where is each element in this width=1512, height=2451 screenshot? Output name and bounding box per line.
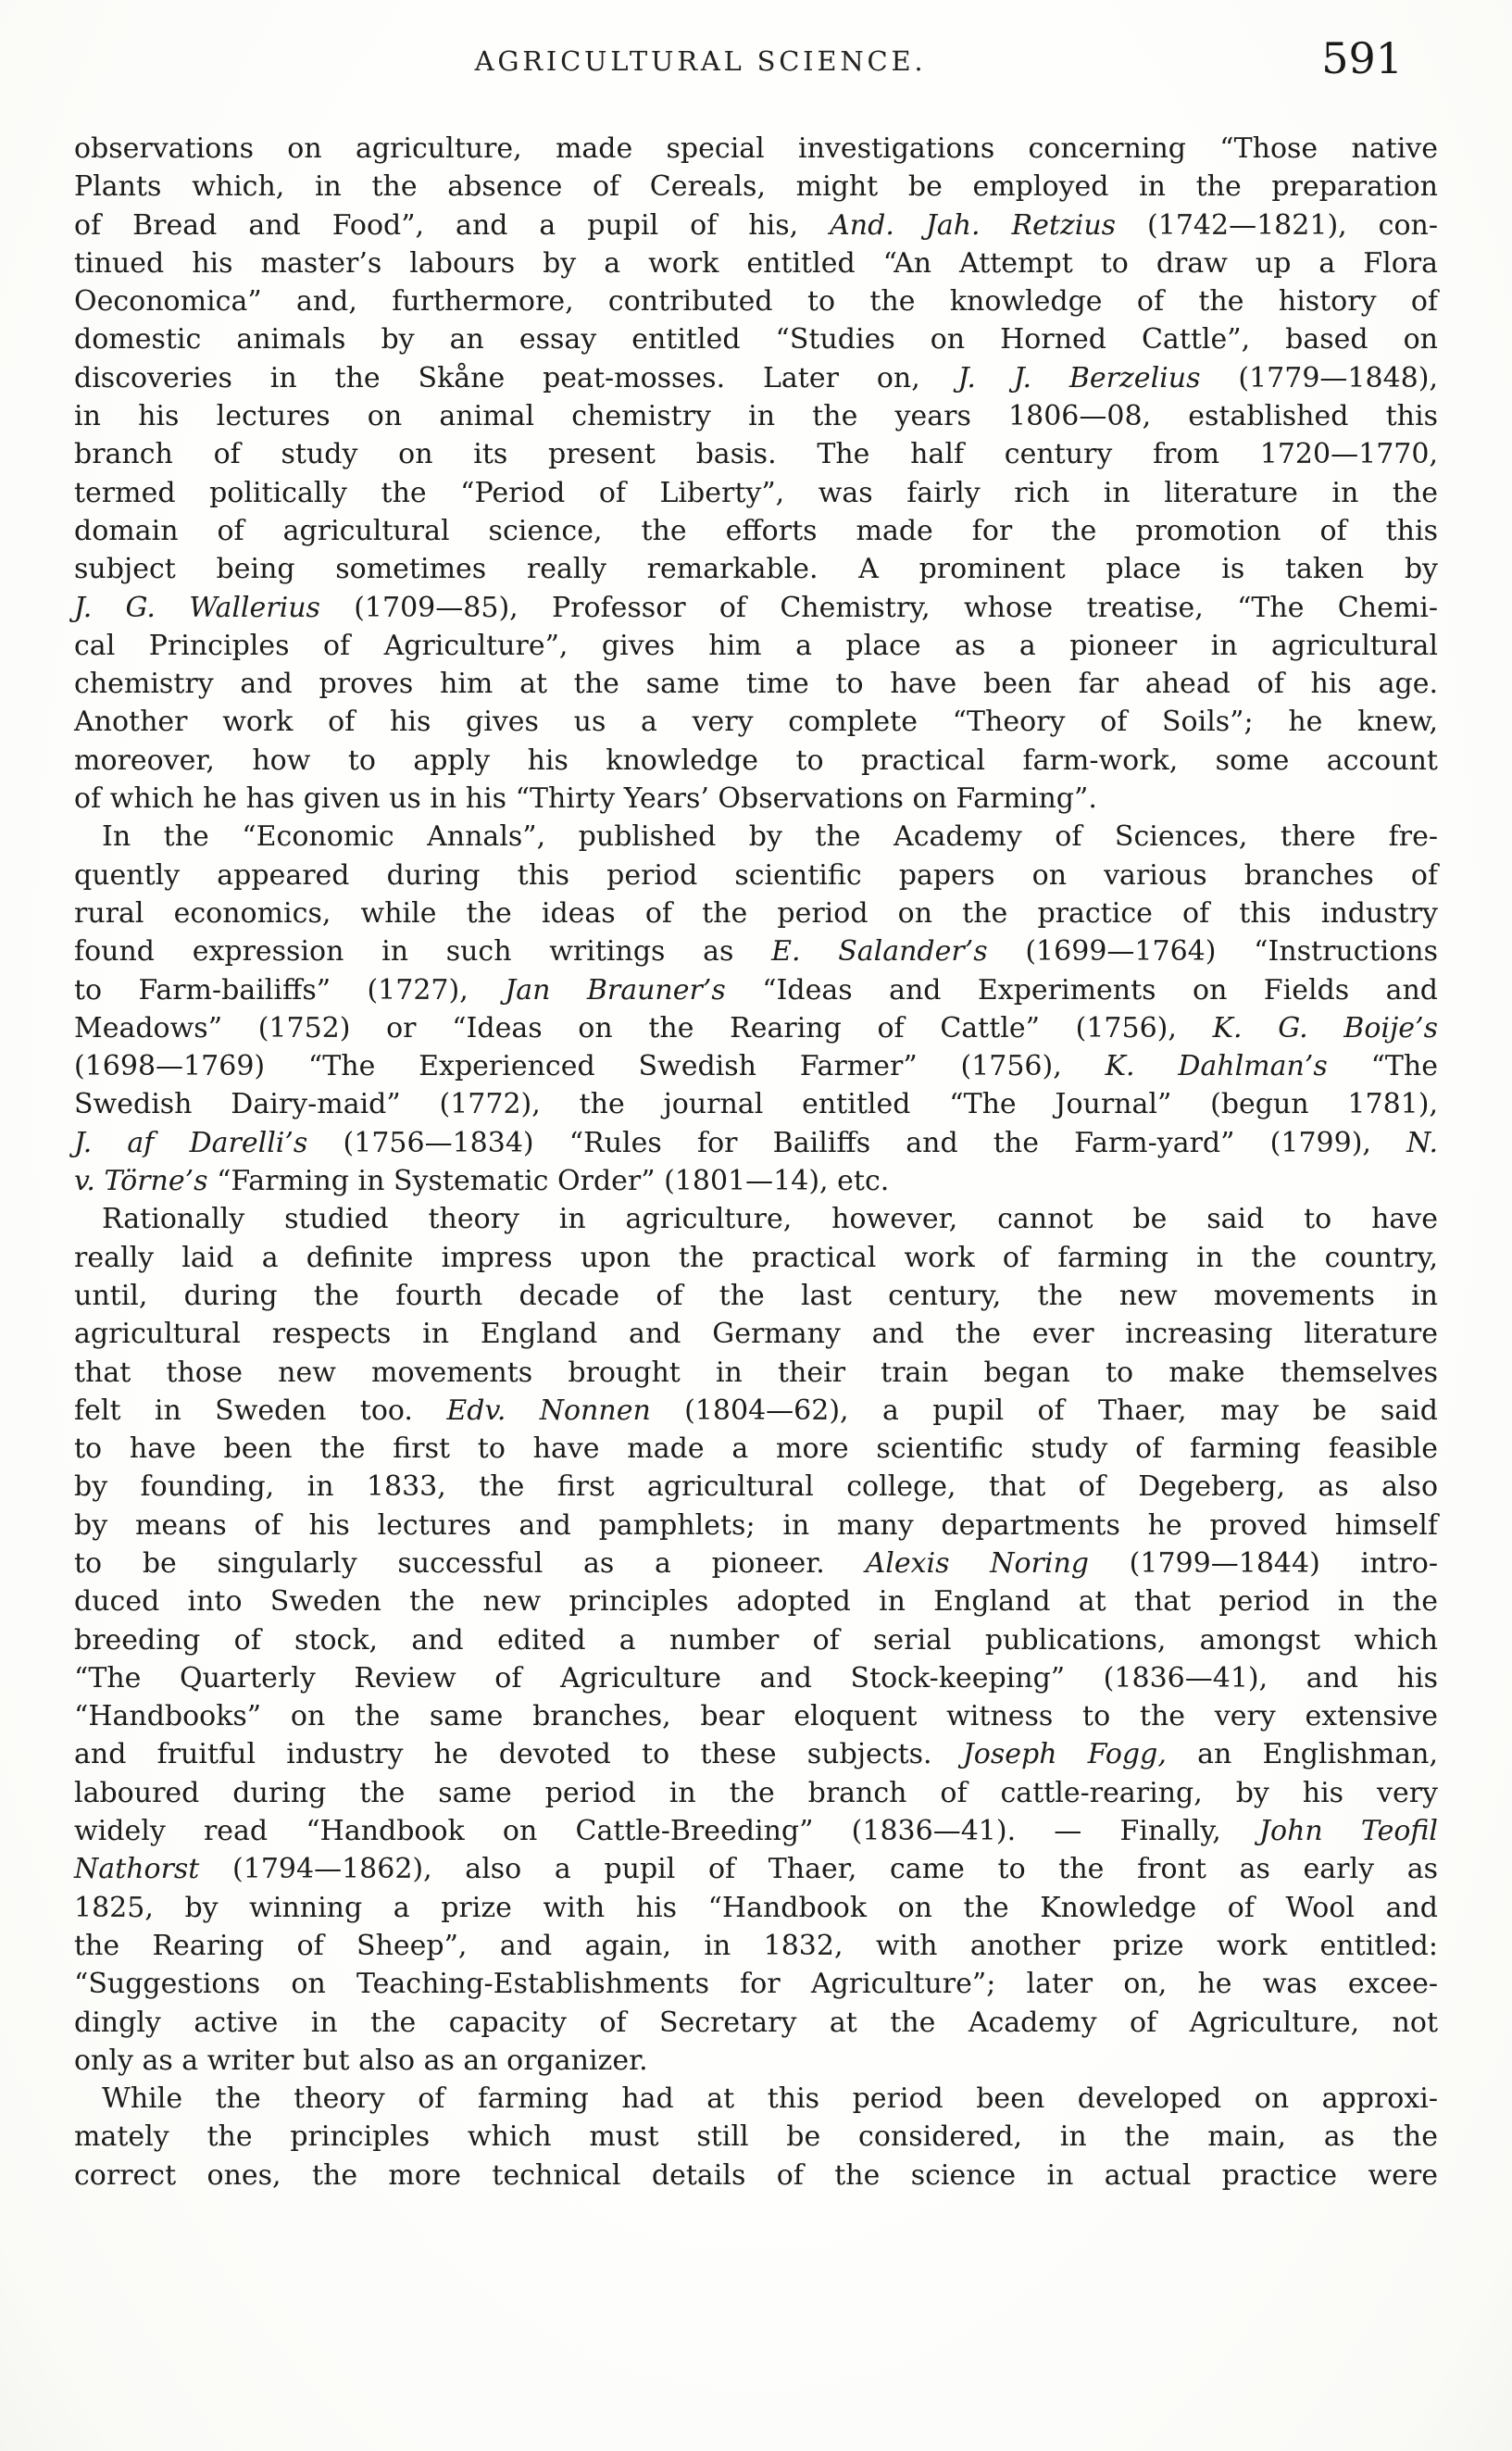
- text-line: [74, 435, 1438, 473]
- text-line: [74, 589, 1438, 627]
- text-line: [74, 1697, 1438, 1735]
- text-line: [74, 1162, 1438, 1200]
- running-header: AGRICULTURAL SCIENCE.: [474, 45, 927, 77]
- text-segment: In the “Economic Annals”, published by the Academy of Sciences, there fre-: [102, 820, 1438, 854]
- text-line: [74, 894, 1438, 932]
- text-line: [74, 742, 1438, 780]
- text-segment: (1698—1769) “The Experienced Swedish Farmer” (1756),: [74, 1050, 1106, 1083]
- text-line: [74, 244, 1438, 282]
- text-segment: “Farming in Systematic Order” (1801—14), etc.: [207, 1165, 890, 1198]
- text-line: [74, 397, 1438, 435]
- text-segment: observations on agriculture, made special investigations concerning “Those native: [74, 132, 1438, 165]
- text-segment: laboured during the same period in the branch of cattle-rearing, by his very: [74, 1776, 1438, 1809]
- text-line: [74, 627, 1438, 665]
- text-segment: of which he has given us in his “Thirty Years’ Observations on Farming”.: [74, 782, 1097, 816]
- text-segment: to be singularly successful as a pioneer.: [74, 1546, 866, 1580]
- text-segment: domain of agricultural science, the efforts made for the promotion of this: [74, 514, 1438, 547]
- text-segment: chemistry and proves him at the same time to have been far ahead of his age.: [74, 668, 1438, 701]
- text-segment: “Handbooks” on the same branches, bear eloquent witness to the very extensive: [74, 1700, 1438, 1733]
- text-line: [74, 168, 1438, 206]
- text-line: [74, 1927, 1438, 1965]
- text-line: [74, 2157, 1438, 2195]
- text-segment: moreover, how to apply his knowledge to practical farm-work, some account: [74, 744, 1438, 777]
- text-line: [74, 1124, 1438, 1162]
- text-segment: tinued his master’s labours by a work entitled “An Attempt to draw up a Flora: [74, 246, 1438, 280]
- text-segment: to have been the first to have made a more scientific study of farming feasible: [74, 1432, 1438, 1466]
- italic-text-segment: Edv. Nonnen: [446, 1394, 651, 1427]
- text-line: [74, 2080, 1438, 2118]
- text-segment: Swedish Dairy-maid” (1772), the journal entitled “The Journal” (begun 1781),: [74, 1088, 1438, 1121]
- paragraph: [74, 2080, 1438, 2195]
- italic-text-segment: And. Jah. Retzius: [830, 208, 1117, 242]
- text-line: [74, 703, 1438, 741]
- text-segment: until, during the fourth decade of the last century, the new movements in: [74, 1279, 1438, 1312]
- italic-text-segment: J. af Darelli’s: [74, 1126, 308, 1159]
- text-segment: agricultural respects in England and Germany and the ever increasing literature: [74, 1318, 1438, 1351]
- text-line: [74, 2042, 1438, 2080]
- text-segment: breeding of stock, and edited a number of serial publications, amongst which: [74, 1623, 1438, 1657]
- text-segment: to Farm-bailiffs” (1727),: [74, 973, 506, 1007]
- text-segment: an Englishman,: [1166, 1738, 1438, 1771]
- text-segment: by founding, in 1833, the first agricultural college, that of Degeberg, as also: [74, 1470, 1438, 1504]
- text-segment: widely read “Handbook on Cattle-Breeding” (1836—41). — Finally,: [74, 1815, 1259, 1848]
- text-line: [74, 665, 1438, 703]
- text-segment: “Suggestions on Teaching-Establishments for Agriculture”; later on, he was excee-: [74, 1968, 1438, 2001]
- text-line: [74, 1009, 1438, 1047]
- text-segment: 1825, by winning a prize with his “Handbook on the Knowledge of Wool and: [74, 1891, 1438, 1924]
- text-line: [74, 1774, 1438, 1812]
- text-line: [74, 2118, 1438, 2156]
- text-segment: in his lectures on animal chemistry in the years 1806—08, established this: [74, 400, 1438, 433]
- text-line: [74, 1468, 1438, 1506]
- text-line: [74, 1277, 1438, 1315]
- text-segment: really laid a definite impress upon the practical work of farming in the country,: [74, 1241, 1438, 1274]
- text-segment: (1804—62), a pupil of Thaer, may be said: [650, 1394, 1438, 1427]
- text-segment: and fruitful industry he devoted to these subjects.: [74, 1738, 963, 1771]
- text-segment: “Ideas and Experiments on Fields and: [725, 973, 1438, 1007]
- text-segment: quently appeared during this period scientific papers on various branches of: [74, 858, 1438, 892]
- text-segment: rural economics, while the ideas of the period on the practice of this industry: [74, 896, 1438, 930]
- italic-text-segment: Joseph Fogg,: [962, 1738, 1167, 1771]
- text-line: [74, 932, 1438, 970]
- text-line: [74, 818, 1438, 856]
- text-segment: domestic animals by an essay entitled “Studies on Horned Cattle”, based on: [74, 323, 1438, 356]
- text-segment: While the theory of farming had at this period been developed on approxi-: [102, 2082, 1438, 2116]
- text-line: [74, 1085, 1438, 1123]
- page-body-text: [74, 130, 1438, 2195]
- text-segment: duced into Sweden the new principles adopted in England at that period in the: [74, 1585, 1438, 1619]
- italic-text-segment: v. Törne’s: [74, 1165, 208, 1198]
- text-segment: of Bread and Food”, and a pupil of his,: [74, 208, 831, 242]
- text-segment: discoveries in the Skåne peat-mosses. Later on,: [74, 361, 958, 394]
- paragraph: [74, 818, 1438, 1200]
- italic-text-segment: K. Dahlman’s: [1105, 1050, 1328, 1083]
- text-line: [74, 130, 1438, 168]
- text-segment: Plants which, in the absence of Cereals, might be employed in the preparation: [74, 170, 1438, 204]
- text-segment: the Rearing of Sheep”, and again, in 1832, with another prize work entitled:: [74, 1929, 1438, 1962]
- text-segment: mately the principles which must still be considered, in the main, as the: [74, 2120, 1438, 2154]
- text-segment: “The: [1327, 1050, 1438, 1083]
- text-segment: Rationally studied theory in agriculture, however, cannot be said to have: [102, 1203, 1438, 1236]
- text-segment: (1756—1834) “Rules for Bailiffs and the Farm-yard” (1799),: [307, 1126, 1407, 1159]
- text-line: [74, 1889, 1438, 1927]
- text-line: [74, 1392, 1438, 1430]
- text-line: [74, 1544, 1438, 1582]
- text-segment: “The Quarterly Review of Agriculture and Stock-keeping” (1836—41), and his: [74, 1661, 1438, 1694]
- text-line: [74, 1047, 1438, 1085]
- italic-text-segment: Nathorst: [74, 1853, 200, 1886]
- text-segment: Another work of his gives us a very complete “Theory of Soils”; he knew,: [74, 706, 1438, 739]
- text-line: [74, 971, 1438, 1009]
- text-line: [74, 857, 1438, 894]
- text-line: [74, 1621, 1438, 1659]
- text-line: [74, 1354, 1438, 1392]
- text-line: [74, 282, 1438, 320]
- text-line: [74, 1200, 1438, 1238]
- text-segment: correct ones, the more technical details of the science in actual practice were: [74, 2158, 1438, 2192]
- text-segment: termed politically the “Period of Liberty”, was fairly rich in literature in the: [74, 476, 1438, 509]
- text-segment: branch of study on its present basis. The half century from 1720—1770,: [74, 438, 1438, 471]
- text-segment: (1699—1764) “Instructions: [987, 935, 1438, 969]
- paragraph: [74, 130, 1438, 818]
- text-line: [74, 359, 1438, 397]
- italic-text-segment: Alexis Noring: [865, 1546, 1089, 1580]
- text-line: [74, 1507, 1438, 1544]
- text-segment: felt in Sweden too.: [74, 1394, 447, 1427]
- italic-text-segment: J. G. Wallerius: [74, 591, 320, 624]
- italic-text-segment: E. Salander’s: [771, 935, 988, 969]
- text-line: [74, 512, 1438, 550]
- italic-text-segment: N.: [1406, 1126, 1438, 1159]
- page-number: 591: [1321, 33, 1403, 83]
- text-line: [74, 1659, 1438, 1697]
- text-segment: subject being sometimes really remarkable. A prominent place is taken by: [74, 553, 1438, 586]
- text-line: [74, 206, 1438, 244]
- text-segment: (1794—1862), also a pupil of Thaer, came to the front as early as: [199, 1853, 1438, 1886]
- text-segment: only as a writer but also as an organizer.: [74, 2044, 648, 2077]
- text-line: [74, 1735, 1438, 1773]
- text-segment: (1709—85), Professor of Chemistry, whose treatise, “The Chemi-: [319, 591, 1438, 624]
- text-segment: cal Principles of Agriculture”, gives him a place as a pioneer in agricultural: [74, 629, 1438, 662]
- text-line: [74, 1239, 1438, 1277]
- text-line: [74, 1582, 1438, 1620]
- text-segment: (1779—1848),: [1200, 361, 1439, 394]
- text-segment: found expression in such writings as: [74, 935, 772, 969]
- text-line: [74, 2004, 1438, 2042]
- text-segment: that those new movements brought in their train began to make themselves: [74, 1356, 1438, 1389]
- text-line: [74, 474, 1438, 512]
- text-segment: by means of his lectures and pamphlets; in many departments he proved himself: [74, 1508, 1438, 1542]
- text-line: [74, 1965, 1438, 2003]
- text-line: [74, 780, 1438, 818]
- italic-text-segment: Jan Brauner’s: [505, 973, 726, 1007]
- text-line: [74, 320, 1438, 358]
- text-line: [74, 1430, 1438, 1468]
- italic-text-segment: J. J. Berzelius: [957, 361, 1201, 394]
- italic-text-segment: K. G. Boije’s: [1212, 1011, 1438, 1044]
- text-line: [74, 1812, 1438, 1850]
- text-segment: Meadows” (1752) or “Ideas on the Rearing of Cattle” (1756),: [74, 1011, 1213, 1044]
- text-line: [74, 550, 1438, 588]
- text-segment: Oeconomica” and, furthermore, contributed to the knowledge of the history of: [74, 285, 1438, 319]
- text-segment: (1742—1821), con-: [1116, 208, 1438, 242]
- paragraph: [74, 1200, 1438, 2080]
- text-line: [74, 1315, 1438, 1353]
- text-segment: (1799—1844) intro-: [1088, 1546, 1438, 1580]
- text-line: [74, 1850, 1438, 1888]
- italic-text-segment: John Teofil: [1258, 1815, 1438, 1848]
- text-segment: dingly active in the capacity of Secretary at the Academy of Agriculture, not: [74, 2006, 1438, 2039]
